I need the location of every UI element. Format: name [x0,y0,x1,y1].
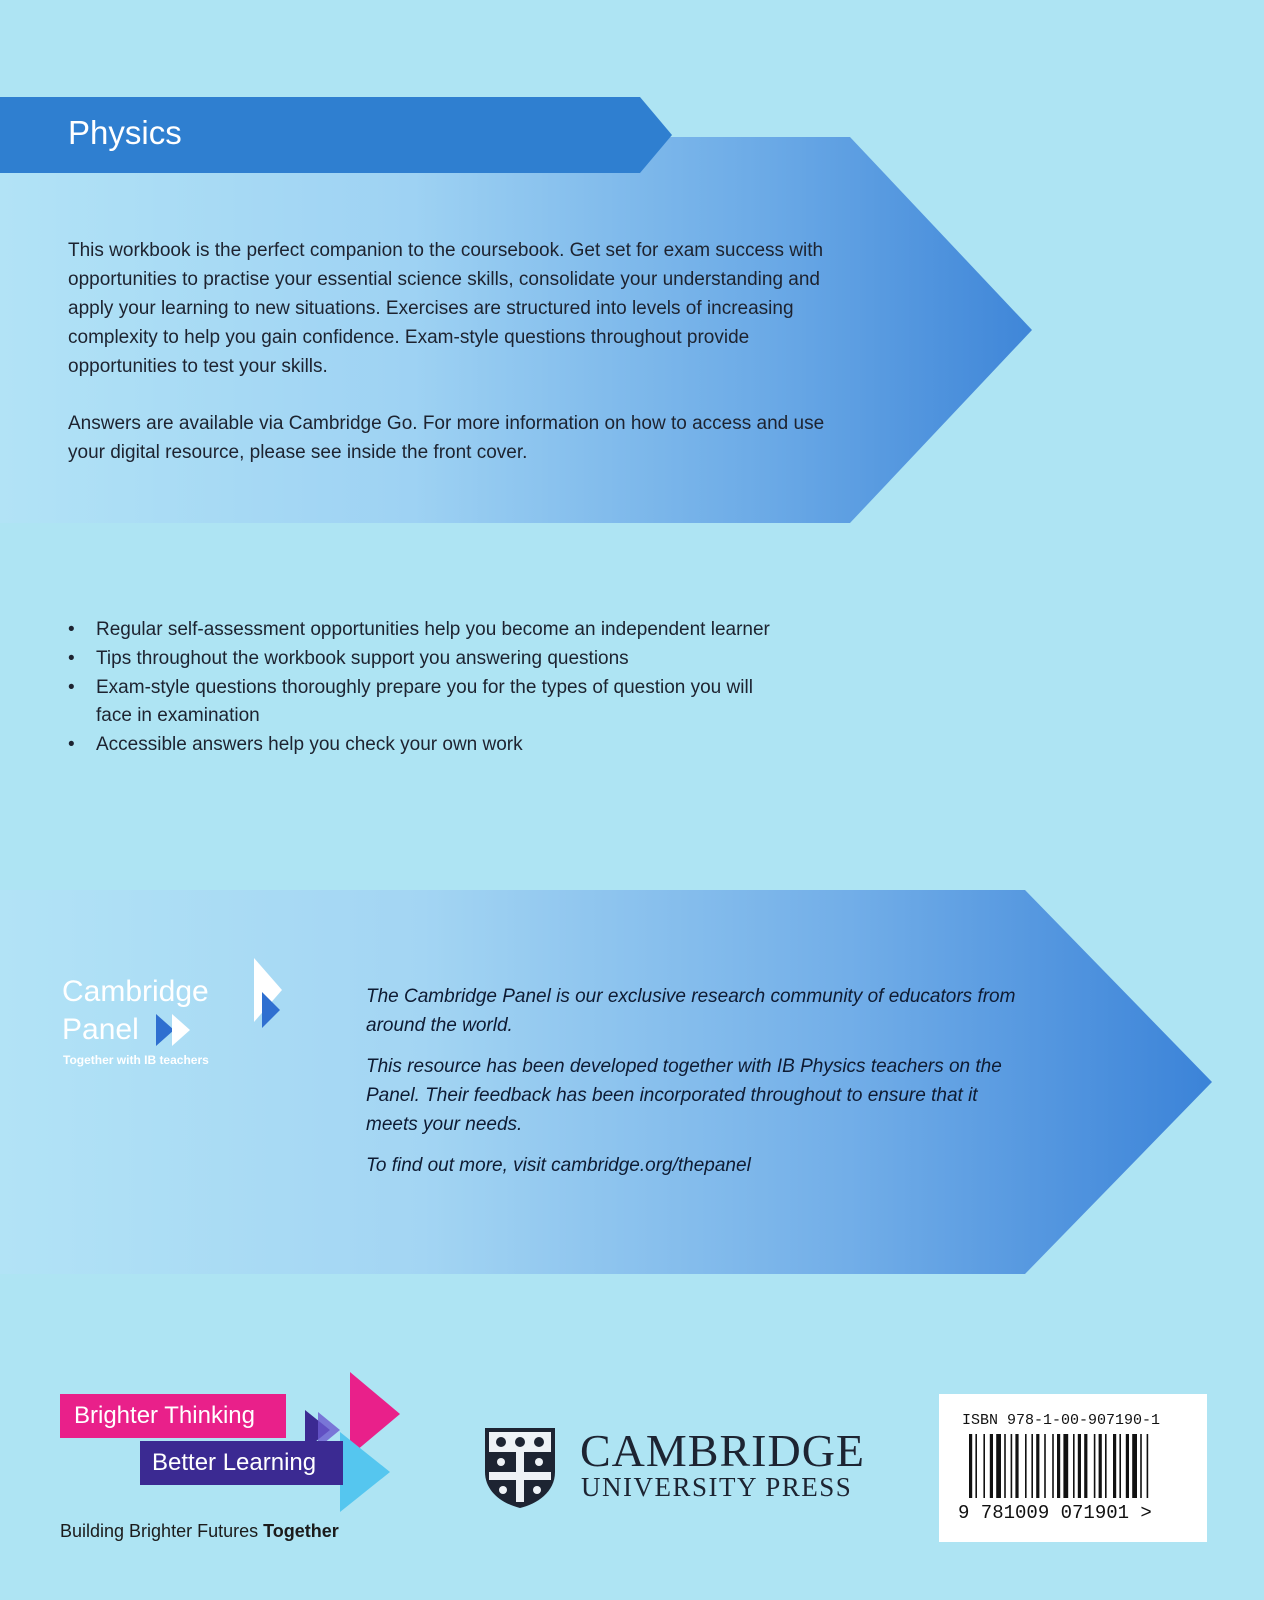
panel-paragraph: This resource has been developed together with IB Physics teachers on the Panel. Their feedback has been incorporated throughout to ensure that it meets your needs. [366,1056,1002,1135]
publisher-name: CAMBRIDGE [580,1425,866,1476]
barcode-icon [969,1434,1165,1498]
brighter-thinking-label: Brighter Thinking [60,1394,286,1438]
panel-logo-tagline: Together with IB teachers [63,1053,209,1067]
publisher-sub: UNIVERSITY PRESS [581,1472,853,1502]
feature-item: • Tips throughout the workbook support you answering questions [68,645,788,673]
intro-paragraph: Answers are available via Cambridge Go. For more information on how to access and use your digital resource, please see inside the front cover. [68,413,825,463]
feature-item: • Exam-style questions thoroughly prepare you for the types of question you will face in examination [68,674,788,730]
feature-list [68,616,788,760]
intro-paragraph: This workbook is the perfect companion to the coursebook. Get set for exam success with opportunities to practise your essential science skills, consolidate your understanding and apply your learning to new situations. Exercises are structured into levels of increasing complexity to help you gain confidence. Exam-style questions throughout provide opportunities to test your skills. [68,240,824,377]
brand-footer-lead: Building Brighter Futures [60,1521,259,1541]
panel-logo-line1: Cambridge [62,975,209,1008]
feature-item: • Regular self-assessment opportunities help you become an independent learner [68,616,788,644]
intro-text [68,236,828,495]
panel-description [366,982,1026,1192]
better-learning-label: Better Learning [140,1441,343,1485]
panel-logo-line2: Panel [62,1013,139,1046]
panel-paragraph: The Cambridge Panel is our exclusive research community of educators from around the world. [366,986,1016,1036]
panel-logo-text [62,973,209,1049]
brand-footer-bold: Together [263,1521,339,1541]
subject-title: Physics [68,114,182,151]
isbn-label: ISBN 978-1-00-907190-1 [962,1412,1161,1429]
feature-item: • Accessible answers help you check your own work [68,731,788,759]
panel-paragraph: To find out more, visit cambridge.org/thepanel [366,1155,751,1176]
brand-footer [60,1521,339,1542]
isbn-digits: 9 781009 071901 > [958,1502,1152,1524]
cambridge-crest-icon [483,1426,557,1510]
